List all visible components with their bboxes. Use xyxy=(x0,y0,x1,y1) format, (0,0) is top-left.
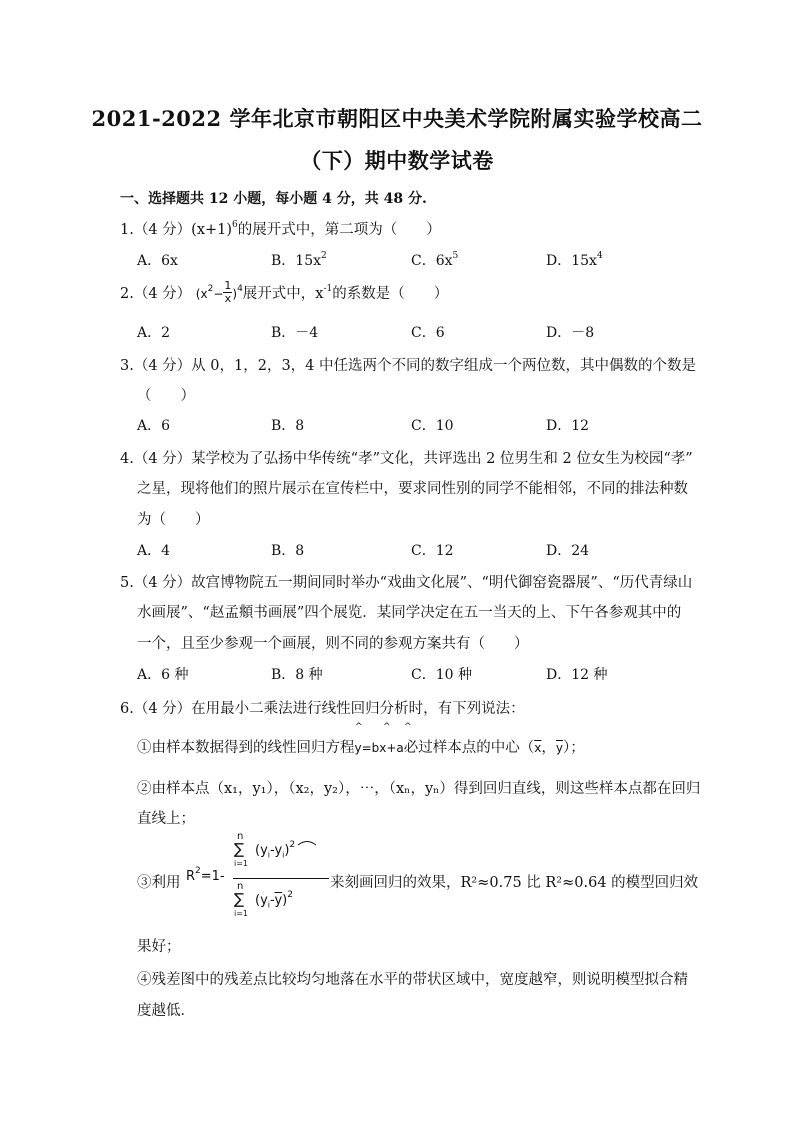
question-5-line1: 5.（4 分）故宫博物院五一期间同时举办“戏曲文化展”、“明代御窑瓷器展”、“历代青绿山 xyxy=(120,575,693,591)
q1-option-d: D．$15x^4$ xyxy=(546,251,603,269)
q6-item-3-pre: ③利用 xyxy=(137,875,181,891)
q6-item1-post: 必过样本点的中心（ xyxy=(403,740,535,756)
q2-stem-pre: 2.（4 分） xyxy=(120,286,192,302)
q6-item-3-post: 来刻画回归的效果，R²≈0.75 比 R²≈0.64 的模型回归效 xyxy=(330,875,699,891)
q3-option-a: A．6 xyxy=(137,418,171,434)
question-6-line1: 6.（4 分）在用最小二乘法进行线性回归分析时，有下列说法： xyxy=(120,701,525,717)
sum-top-num: n xyxy=(237,831,244,842)
q6-item-2-line2: 直线上； xyxy=(137,811,195,827)
q1-stem-post: 的展开式中，第二项为（ ） xyxy=(237,222,441,238)
q2-option-d: D．－8 xyxy=(546,325,595,341)
question-3-line1: 3.（4 分）从 0，1，2，3，4 中任选两个不同的数字组成一个两位数，其中偶数的个数是 xyxy=(120,358,697,374)
numerator-term: $(y_i-y_i)^2$ xyxy=(255,840,296,860)
q6-item-4-line1: ④残差图中的残差点比较均匀地落在水平的带状区域中，宽度越窄，则说明模型拟合精 xyxy=(137,972,688,988)
q3-option-d: D．12 xyxy=(546,418,590,434)
q3-option-c: C．10 xyxy=(411,418,454,434)
q2-option-a: A．2 xyxy=(137,325,171,341)
sum-bottom-den: i=1 xyxy=(234,909,249,918)
sum-symbol-num: ∑ xyxy=(234,840,245,858)
q3-option-b: B．8 xyxy=(271,418,305,434)
q1-stem-pre: 1.（4 分）(x+1) xyxy=(120,222,233,238)
exam-title-line1: 2021-2022 学年北京市朝阳区中央美术学院附属实验学校高二 xyxy=(91,106,703,131)
sum-top-den: n xyxy=(237,881,244,892)
question-2-stem: 2.（4 分） ($x^2-$ $\frac{1}{x}$ )$^4$展开式中，$x^{-1}$的系数是（ ） xyxy=(120,279,449,305)
q2-option-c: C．6 xyxy=(411,325,445,341)
q2-option-b: B．－4 xyxy=(271,325,319,341)
q4-option-d: D．24 xyxy=(546,543,590,559)
q5-option-d: D．12 种 xyxy=(546,667,608,683)
q5-option-a: A．6 种 xyxy=(137,667,189,683)
question-5-line3: 一个，且至少参观一个画展，则不同的参观方案共有（ ） xyxy=(137,636,529,652)
q1-stem-exp: 6 xyxy=(232,220,238,230)
sum-bottom-num: i=1 xyxy=(234,859,249,868)
hat-arc-mark xyxy=(297,838,317,846)
sum-symbol-den: ∑ xyxy=(234,890,245,908)
q1-option-b: B．$15x^2$ xyxy=(271,251,327,269)
question-5-line2: 水画展”、“赵孟頫书画展”四个展览．某同学决定在五一当天的上、下午各参观其中的 xyxy=(137,605,682,621)
q4-option-b: B．8 xyxy=(271,543,305,559)
q6-item-3-line2: 果好； xyxy=(137,939,181,955)
question-1-stem xyxy=(120,218,441,239)
r-squared-lhs: $R^2=1-$ xyxy=(186,866,225,884)
question-4-line1: 4.（4 分）某学校为了弘扬中华传统“孝”文化，共评选出 2 位男生和 2 位女生为校园“孝” xyxy=(120,451,693,467)
q6-xbar: $\overline{x}$ xyxy=(534,741,542,755)
hat-b-mark: ^ xyxy=(383,722,391,732)
question-4-line2: 之星，现将他们的照片展示在宣传栏中，要求同性别的同学不能相邻，不同的排法种数 xyxy=(137,481,688,497)
fraction-bar xyxy=(233,878,329,879)
hat-a-mark: ^ xyxy=(404,722,412,732)
q6-item-1: ①由样本数据得到的线性回归方程y=bx+a必过样本点的中心（$\overline{x}$，$\overline{y}$）； xyxy=(137,740,585,756)
q4-option-c: C．12 xyxy=(411,543,454,559)
q6-item1-pre: ①由样本数据得到的线性回归方程 xyxy=(137,740,355,756)
exam-title-line2: （下）期中数学试卷 xyxy=(300,148,494,173)
q5-option-c: C．10 种 xyxy=(411,667,472,683)
question-4-line3: 为（ ） xyxy=(137,512,210,528)
section-heading: 一、选择题共 12 小题，每小题 4 分，共 48 分. xyxy=(120,191,427,207)
hat-y-mark: ^ xyxy=(355,722,363,732)
q2-stem-post: 的系数是（ ） xyxy=(332,286,449,302)
q2-expression: ($x^2-$ $\frac{1}{x}$ )$^4$ xyxy=(195,279,243,305)
q6-ybar: $\overline{y}$ xyxy=(555,741,564,755)
q6-item-2-line1: ②由样本点（x₁，y₁），（x₂，y₂），⋯，（xₙ，yₙ）得到回归直线，则这些样本点都在回归 xyxy=(137,781,701,797)
q6-item-4-line2: 度越低． xyxy=(137,1003,195,1019)
q6-regression-equation: y=bx+a xyxy=(354,741,404,755)
q1-option-a: A．6x xyxy=(137,253,178,269)
q5-option-b: B．8 种 xyxy=(271,667,323,683)
q2-stem-mid: 展开式中，x xyxy=(242,286,324,302)
q1-option-c: C．$6x^5$ xyxy=(411,251,459,269)
q4-option-a: A．4 xyxy=(137,543,171,559)
denominator-term: $(y_i-\overline{y})^2$ xyxy=(255,890,293,910)
question-3-line2: （ ） xyxy=(137,388,195,404)
